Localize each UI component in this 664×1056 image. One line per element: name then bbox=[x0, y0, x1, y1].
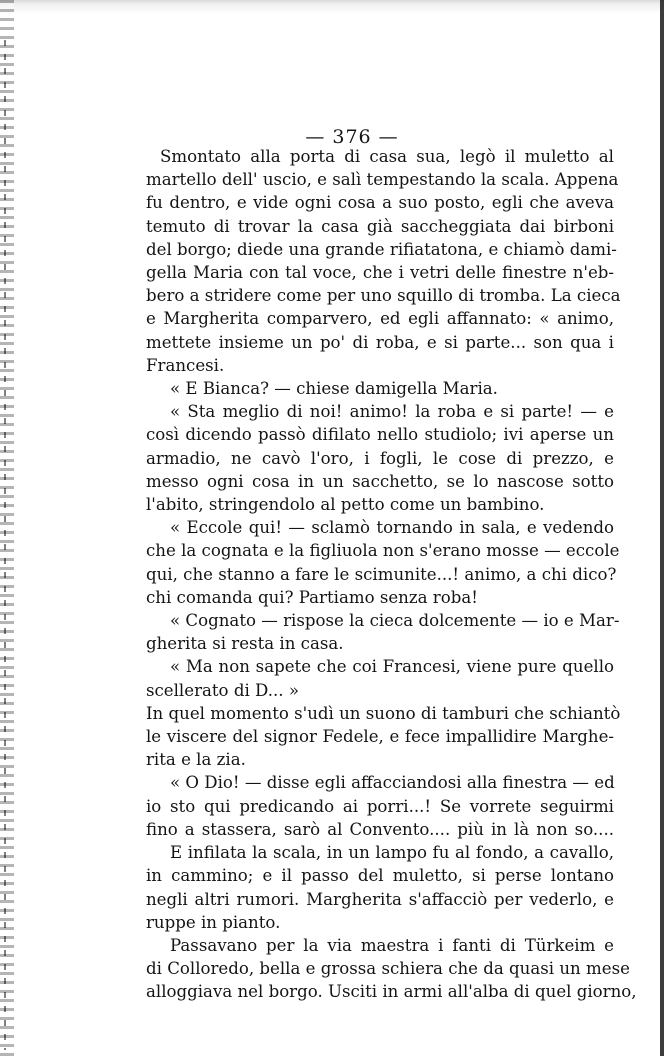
text-line: rita e la zia. bbox=[146, 750, 246, 770]
text-line: chi comanda qui? Partiamo senza roba! bbox=[146, 587, 478, 607]
text-line: Smontato alla porta di casa sua, legò il muletto al bbox=[160, 147, 614, 166]
text-line: in cammino; e il passo del muletto, si perse lontano bbox=[146, 866, 614, 886]
text-line: Passavano per la via maestra i fanti di Türkeim e bbox=[170, 935, 614, 955]
text-line: Francesi. bbox=[146, 355, 225, 375]
text-line: l'abito, stringendolo al petto come un bambino. bbox=[146, 495, 545, 515]
text-line: mettete insieme un po' di roba, e si parte... son qua i bbox=[146, 332, 614, 352]
text-line: temuto di trovar la casa già saccheggiata dai birboni bbox=[146, 216, 614, 236]
text-line: martello dell' uscio, e salì tempestando la scala. Appena bbox=[146, 170, 619, 190]
text-line: « Eccole qui! — sclamò tornando in sala, e vedendo bbox=[170, 518, 614, 538]
text-line: io sto qui predicando ai porri...! Se vorrete seguirmi bbox=[146, 796, 614, 816]
text-line: fino a stassera, sarò al Convento.... più in là non so.... bbox=[146, 819, 614, 839]
body-text bbox=[146, 145, 637, 1004]
text-line: messo ogni cosa in un sacchetto, se lo nascose sotto bbox=[146, 471, 614, 491]
text-line: fu dentro, e vide ogni cosa a suo posto, egli che aveva bbox=[146, 193, 614, 213]
text-line: ruppe in pianto. bbox=[146, 912, 281, 932]
text-line: « Ma non sapete che coi Francesi, viene pure quello bbox=[170, 657, 614, 677]
text-line: In quel momento s'udì un suono di tamburi che schiantò bbox=[146, 703, 621, 723]
text-line: così dicendo passò difilato nello studiolo; ivi aperse un bbox=[146, 425, 614, 445]
text-line: e Margherita comparvero, ed egli affannato: « animo, bbox=[146, 309, 614, 329]
scan-top-edge bbox=[0, 0, 664, 14]
text-line: qui, che stanno a fare le scimunite...! animo, a chi dico? bbox=[146, 564, 617, 584]
text-line: negli altri rumori. Margherita s'affacciò per vederlo, e bbox=[146, 889, 614, 909]
text-line: scellerato di D... » bbox=[146, 680, 299, 700]
text-line: « O Dio! — disse egli affacciandosi alla finestra — ed bbox=[170, 773, 615, 793]
text-line: « Cognato — rispose la cieca dolcemente — io e Mar- bbox=[170, 611, 620, 631]
text-line: bero a stridere come per uno squillo di tromba. La cieca bbox=[146, 286, 621, 306]
text-line: le viscere del signor Fedele, e fece impallidire Marghe- bbox=[146, 727, 614, 747]
text-line: armadio, ne cavò l'oro, i fogli, le cose di prezzo, e bbox=[146, 448, 614, 468]
text-line: che la cognata e la figliuola non s'erano mosse — eccole bbox=[146, 541, 620, 561]
scan-binding-edge bbox=[0, 0, 14, 1056]
text-line: di Colloredo, bella e grossa schiera che da quasi un mese bbox=[146, 959, 630, 979]
scan-right-edge bbox=[660, 0, 664, 1056]
page-number: — 376 — bbox=[305, 126, 399, 148]
text-line: gherita si resta in casa. bbox=[146, 634, 344, 654]
text-line: del borgo; diede una grande rifiatatona, e chiamò dami- bbox=[146, 239, 617, 259]
text-line: gella Maria con tal voce, che i vetri delle finestre n'eb- bbox=[146, 263, 614, 283]
text-line: « Sta meglio di noi! animo! la roba e si parte! — e bbox=[170, 402, 614, 422]
text-line: alloggiava nel borgo. Usciti in armi all'alba di quel giorno, bbox=[146, 982, 637, 1002]
text-line: E infilata la scala, in un lampo fu al fondo, a cavallo, bbox=[170, 843, 614, 863]
text-line: « E Bianca? — chiese damigella Maria. bbox=[170, 379, 498, 399]
scan-binding-marks bbox=[4, 40, 6, 1050]
